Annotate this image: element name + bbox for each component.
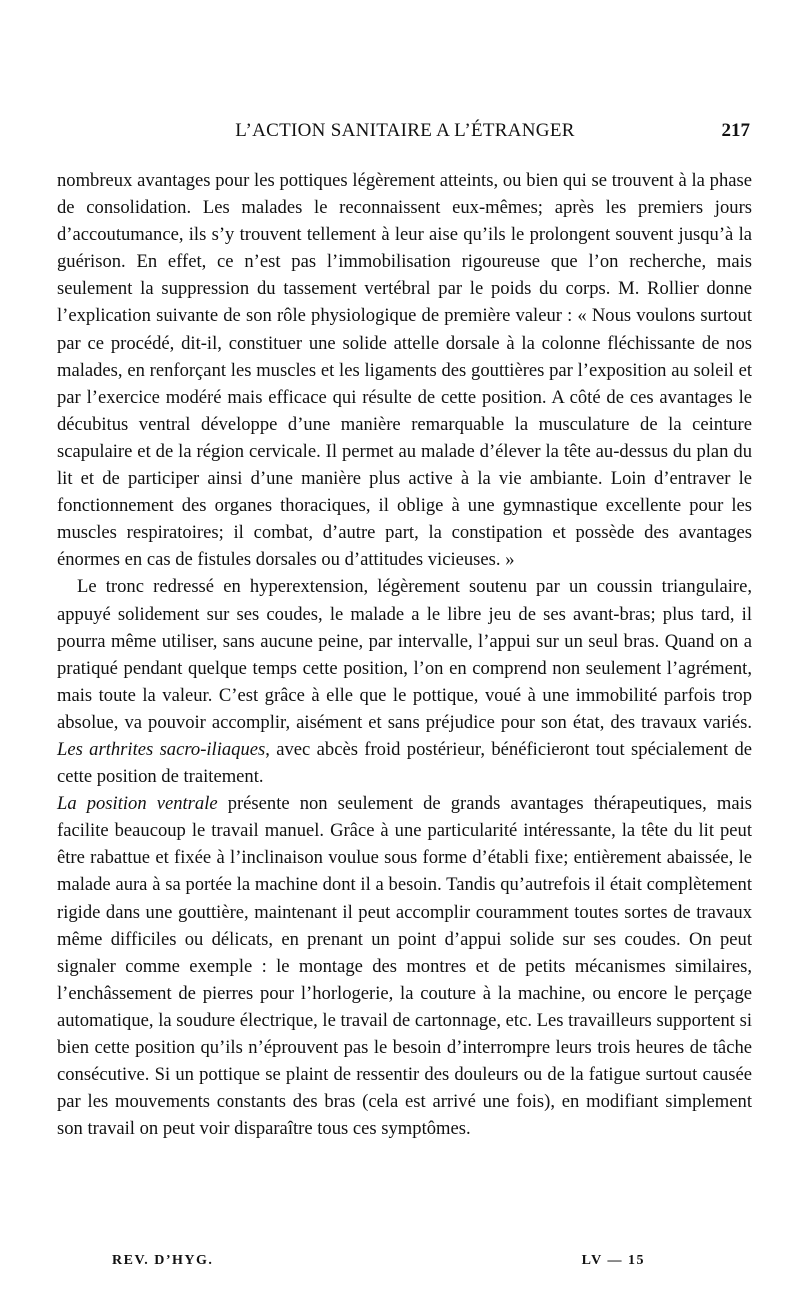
paragraph-2-text-after: , avec abcès froid postérieur, bénéficieront tout spécialement de cette position de traitement. <box>57 738 752 788</box>
paragraph-2 <box>57 573 752 790</box>
running-head <box>60 120 750 144</box>
page-number: 217 <box>721 120 750 141</box>
footer-journal: REV. D’HYG. <box>112 1253 214 1268</box>
paragraph-2-text-before: Le tronc redressé en hyperextension, légèrement soutenu par un coussin triangulaire, appuyé solidement sur ses coudes, le malade a le libre jeu de ses avant-bras; plus tard, il pourra même utiliser, sans aucune peine, par intervalle, l’appui sur un seul bras. Quand on a pratiqué pendant quelque temps cette position, l’on en comprend non seulement l’agrément, mais toute la valeur. C’est grâce à elle que le pottique, voué à une immobilité parfois trop absolue, va pouvoir accomplir, aisément et sans préjudice pour son état, des travaux variés. <box>57 576 752 733</box>
body-text <box>57 167 752 1142</box>
paragraph-3 <box>57 790 752 1142</box>
paragraph-3-text-after: présente non seulement de grands avantages thérapeutiques, mais facilite beaucoup le travail manuel. Grâce à une particularité intéressante, la tête du lit peut être rabattue et fixée à l’inclinaison voulue sous forme d’établi fixe; entièrement abaissée, le malade aura à sa portée la machine dont il a besoin. Tandis qu’autrefois il était complètement rigide dans une gouttière, maintenant il peut accomplir couramment toutes sortes de travaux même difficiles ou délicats, en prenant un point d’appui solide sur ses coudes. On peut signaler comme exemple : le montage des montres et de petits mécanismes similaires, l’enchâssement de pierres pour l’horlogerie, la couture à la machine, ou encore le perçage automatique, la soudure électrique, le travail de cartonnage, etc. Les travailleurs supportent si bien cette position qu’ils n’éprouvent pas le besoin d’interrompre leurs trois heures de tâche consécutive. Si un pottique se plaint de ressentir des douleurs ou de la fatigue surtout causée par les mouvements constants des bras (cela est arrivé une fois), en modifiant simplement son travail on peut voir disparaître tous ces symptômes. <box>57 793 752 1140</box>
page-footer <box>112 1253 645 1273</box>
paragraph-1 <box>57 167 752 573</box>
paragraph-1-text: nombreux avantages pour les pottiques légèrement atteints, ou bien qui se trouvent à la phase de consolidation. Les malades le reconnaissent eux-mêmes; après les premiers jours d’accoutumance, ils s’y trouvent tellement à leur aise qu’ils le prolongent souvent jusqu’à la guérison. En effet, ce n’est pas l’immobilisation rigoureuse que l’on recherche, mais seulement la suppression du tassement vertébral par le poids du corps. M. Rollier donne l’explication suivante de son rôle physiologique de première valeur : « Nous voulons surtout par ce procédé, dit-il, constituer une solide attelle dorsale à la colonne fléchissante de nos malades, en renforçant les muscles et les ligaments des gouttières par l’exposition au soleil et par l’exercice modéré mais efficace qui résulte de cette position. A côté de ces avantages le décubitus ventral développe d’une manière remarquable la musculature de la ceinture scapulaire et de la région cervicale. Il permet au malade d’élever la tête au-dessus du plan du lit et de participer ainsi d’une manière plus active à la vie ambiante. Loin d’entraver le fonctionnement des organes thoraciques, il oblige à une gymnastique excellente pour les muscles respiratoires; il combat, d’autre part, la constipation et possède des avantages énormes en cas de fistules dorsales ou d’attitudes vicieuses. » <box>57 170 752 571</box>
paragraph-2-italic-term: Les arthrites sacro-iliaques <box>57 738 266 760</box>
running-title: L’ACTION SANITAIRE A L’ÉTRANGER <box>235 120 575 141</box>
paragraph-3-italic-term: La position ventrale <box>57 793 218 815</box>
footer-signature: LV — 15 <box>581 1253 645 1268</box>
